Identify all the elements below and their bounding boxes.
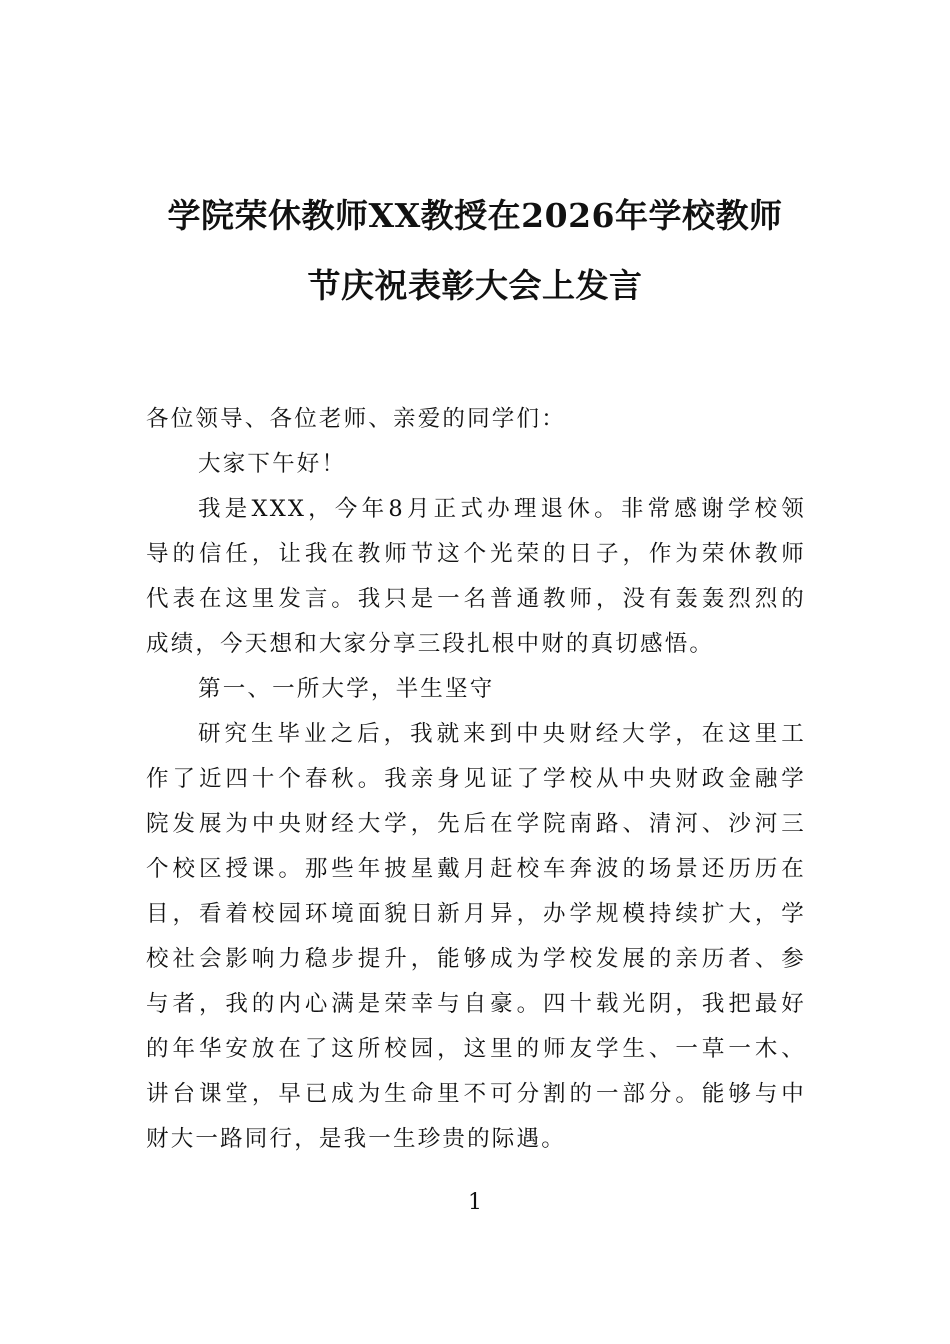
paragraph-line: 个校区授课。那些年披星戴月赶校车奔波的场景还历历在 [146,856,806,882]
paragraph-line: 与者，我的内心满是荣幸与自豪。四十载光阴，我把最好 [146,991,806,1017]
paragraph-line: 校社会影响力稳步提升，能够成为学校发展的亲历者、参 [146,946,806,972]
page-number: 1 [468,1190,482,1215]
salutation: 各位领导、各位老师、亲爱的同学们： [146,406,566,432]
section-heading: 第一、一所大学，半生坚守 [198,676,495,702]
paragraph-line: 导的信任，让我在教师节这个光荣的日子，作为荣休教师 [146,541,806,567]
paragraph-line: 的年华安放在了这所校园，这里的师友学生、一草一木、 [146,1036,806,1062]
paragraph-line: 财大一路同行，是我一生珍贵的际遇。 [146,1126,566,1152]
document-title-line-2: 节庆祝表彰大会上发言 [307,266,643,305]
paragraph-line: 目，看着校园环境面貌日新月异，办学规模持续扩大，学 [146,901,806,927]
paragraph-line: 研究生毕业之后，我就来到中央财经大学，在这里工 [198,721,806,747]
paragraph-line: 讲台课堂，早已成为生命里不可分割的一部分。能够与中 [146,1081,806,1107]
paragraph-line: 成绩，今天想和大家分享三段扎根中财的真切感悟。 [146,631,715,657]
paragraph-line: 作了近四十个春秋。我亲身见证了学校从中央财政金融学 [146,766,806,792]
greeting: 大家下午好！ [198,451,347,477]
paragraph-line: 我是XXX，今年8月正式办理退休。非常感谢学校领 [198,496,806,522]
document-title-line-1: 学院荣休教师XX教授在2026年学校教师 [167,196,783,235]
paragraph-line: 代表在这里发言。我只是一名普通教师，没有轰轰烈烈的 [146,586,806,612]
paragraph-line: 院发展为中央财经大学，先后在学院南路、清河、沙河三 [146,811,806,837]
